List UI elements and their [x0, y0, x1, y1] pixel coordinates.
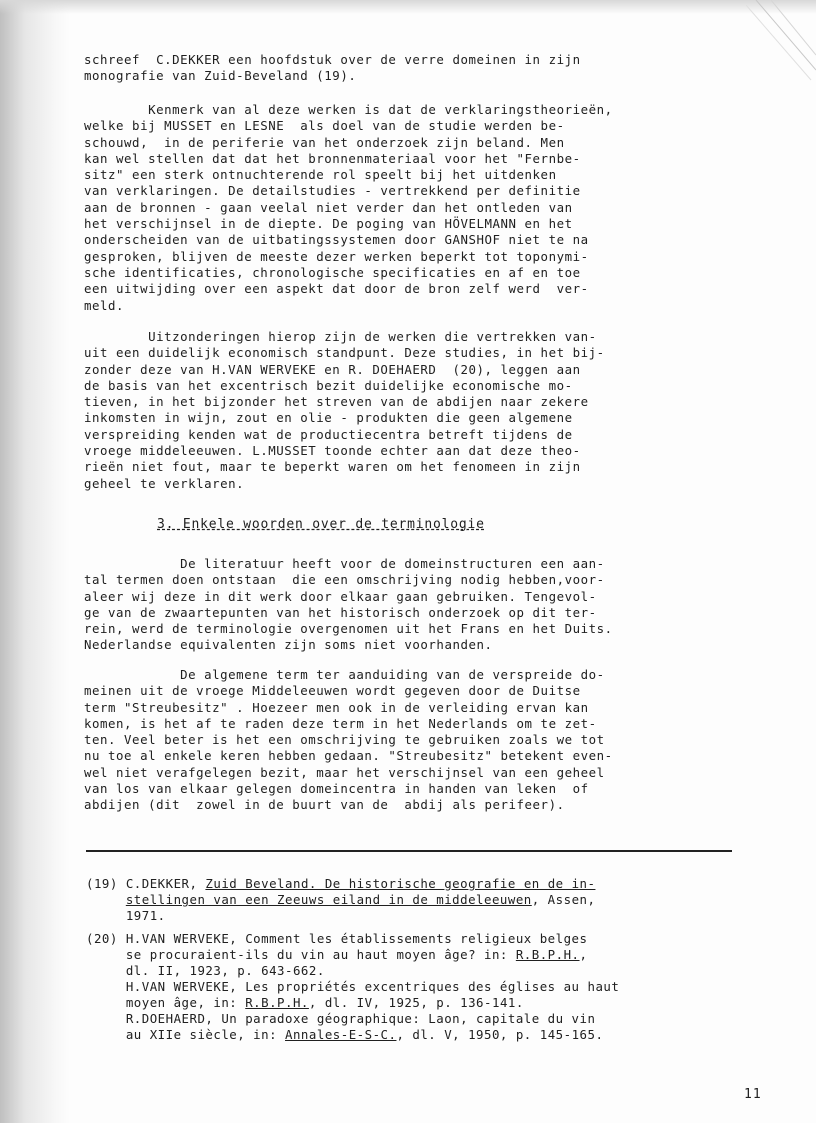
paragraph-5: De algemene term ter aanduiding van de verspreide do- meinen uit de vroege Middeleeuwen wordt gegeven door de Duitse term "Streubesitz" . Hoezeer men ook in de verleiding ervan kan komen, is het af te raden deze term in het Nederlands om te zet- ten. Veel beter is het een omschrijving te gebruiken zoals we tot nu toe al enkele keren hebben gedaan. "Streubesitz" betekent even- wel niet verafgelegen bezit, maar het verschijnsel van een geheel van los van elkaar gelegen domeincentra in handen van leken of abdijen (dit zowel in de buurt van de abdij als perifeer). — [84, 667, 613, 813]
paragraph-2: Kenmerk van al deze werken is dat de verklaringstheorieën, welke bij MUSSET en LESNE als doel van de studie werden be- schouwd, in de periferie van het onderzoek zijn beland. Men kan wel stellen dat dat het bronnenmateriaal voor het "Fernbe- sitz" een sterk ontnuchterende rol speelt bij het uitdenken van verklaringen. De detailstudies - vertrekkend per definitie aan de bronnen - gaan veelal niet verder dan het ontleden van het verschijnsel in de diepte. De poging van HÖVELMANN en het onderscheiden van de uitbatingssystemen door GANSHOF niet te na gesproken, blijven de meeste dezer werken beperkt tot toponymi- sche identificaties, chronologische specificaties en af en toe een uitwijding over een aspekt dat door de bron zelf werd ver- meld. — [84, 102, 613, 313]
footnote-divider — [86, 850, 732, 852]
footnote-20-line6: R.DOEHAERD, Un paradoxe géographique: Laon, capitale du vin — [125, 1011, 596, 1026]
footnote-19-number: (19) — [86, 876, 118, 891]
page-number: 11 — [744, 1087, 762, 1102]
footnote-20-line3: dl. II, 1923, p. 643-662. — [125, 963, 325, 978]
footnote-19 — [86, 876, 766, 924]
footnote-20-line2: se procuraient-ils du vin au haut moyen âge? in: — [125, 947, 516, 962]
footnote-20-journal-1: R.B.P.H. — [515, 947, 580, 962]
footnote-20-line1: H.VAN WERVEKE, Comment les établissements religieux belges — [125, 931, 588, 946]
footnote-20-number: (20) — [86, 931, 118, 946]
footnote-20-line7: au XIIe siècle, in: — [125, 1027, 286, 1042]
footnote-19-title-line1: Zuid Beveland. De historische geografie en de in- — [205, 876, 596, 891]
footnote-19-year: 1971. — [125, 908, 166, 923]
footnote-19-title-line2: stellingen van een Zeeuws eiland in de middeleeuwen — [125, 892, 532, 907]
footnote-19-author: C.DEKKER, — [125, 876, 206, 891]
footnote-20-line5-end: , dl. IV, 1925, p. 136-141. — [308, 995, 524, 1010]
footnote-20-journal-3: Annales-E-S-C. — [285, 1027, 397, 1042]
paragraph-4: De literatuur heeft voor de domeinstructuren een aan- tal termen doen ontstaan die een omschrijving nodig hebben,voor- aleer wij deze in dit werk door elkaar gaan gebruiken. Tengevol- ge van de zwaartepunten van het historisch onderzoek op dit ter- rein, werd de terminologie overgenomen uit het Frans en het Duits. Nederlandse equivalenten zijn soms niet voorhanden. — [84, 556, 613, 653]
scan-shadow-top — [0, 0, 816, 14]
footnote-20-line7-end: , dl. V, 1950, p. 145-165. — [396, 1027, 604, 1042]
footnote-20-line4: H.VAN WERVEKE, Les propriétés excentriques des églises au haut — [125, 979, 620, 994]
scan-shadow-left — [0, 0, 70, 1123]
footnote-20-journal-2: R.B.P.H. — [245, 995, 309, 1010]
footnote-20-line2-end: , — [579, 947, 588, 962]
footnote-20-line5: moyen âge, in: — [125, 995, 246, 1010]
footnote-19-place: , Assen, — [531, 892, 596, 907]
footnote-20 — [86, 931, 766, 1043]
paragraph-1: schreef C.DEKKER een hoofdstuk over de verre domeinen in zijn monografie van Zuid-Beveland (19). — [84, 52, 581, 84]
paragraph-3: Uitzonderingen hierop zijn de werken die vertrekken van- uit een duidelijk economisch standpunt. Deze studies, in het bij- zonder deze van H.VAN WERVEKE en R. DOEHAERD (20), leggen aan de basis van het excentrisch bezit duidelijke economische mo- tieven, in het bijzonder het streven van de abdijen naar zekere inkomsten in wijn, zout en olie - produkten die geen algemene verspreiding kenden wat de productiecentra betreft tijdens de vroege middeleeuwen. L.MUSSET toonde echter aan dat deze theo- rieën niet fout, maar te beperkt waren om het fenomeen in zijn geheel te verklaren. — [84, 329, 605, 491]
section-heading: 3. Enkele woorden over de terminologie — [157, 517, 485, 532]
